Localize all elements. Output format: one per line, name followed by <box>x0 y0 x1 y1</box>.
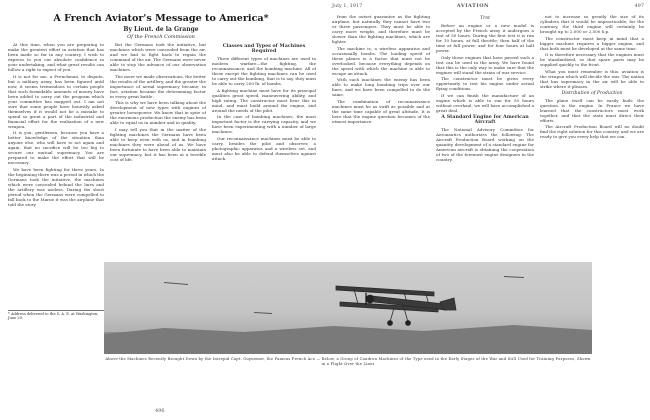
paragraph: At this time, when you are preparing to make the greatest effort in aviation that has been made so far in any country, I wish to express to you our absolute confidence in your undertaking, and what great results can follow a right to expect of you. <box>8 42 104 72</box>
biplane-icon <box>336 286 456 326</box>
section-heading: Trot <box>480 16 490 21</box>
paragraph: from the outset guarantee as the fighting airplane, but naturally they cannot have two or three passengers. They must be able to carry more weight, and therefore must be slower than the fighting machines, which are lighter. <box>332 14 430 44</box>
paragraph: not to increase so greatly the size of its cylinders that it would be impracticable; for the contrary, the third engine will certainly be brought up to 2,000 or 2,500 h.p. <box>540 14 644 34</box>
article-affiliation: Of the French Commission <box>127 34 195 40</box>
paragraph: With such machines the enemy has been able to make long bombing trips over our lines, and we have been compelled to do the same. <box>332 77 430 98</box>
right-column-2 <box>436 14 534 258</box>
paragraph: Three different types of machines are used in modern warfare—the fighting, the reconnaissance, and the bombing machine. All of these except the fighting machines can be used to carry out the bombing, that is to say, they must be able to carry 200 lb. of bombs. <box>212 56 316 86</box>
paragraph: Before an engine or a new model is accepted by the French army it undergoes a test of 50 hours. During the first test it is run for 10 hours, at full throttle; then half of the time at full power, and for four hours at half power. <box>436 23 534 53</box>
photo-caption: Above the Machines Recently Brought Down by the Intrepid Capt. Guynemer, the Famous French Ace — Below, a Group of Caudron Machines of the Type used in the Early Stages of the War and Still Used for Training Purposes, Shown in a Flight Over the Lines <box>105 357 591 366</box>
section-heading: A Standard Engine for American Aircraft <box>441 113 529 125</box>
magazine-name: AVIATION <box>456 3 490 9</box>
biplane-photo <box>104 262 592 354</box>
paragraph: But the Germans took the initiative, but machines which were concealed from the air, and we had to fight back to regain the command of the air. The Germans were never able to stop the advance of our observation machines. <box>110 42 206 72</box>
paragraph: A fighting machine must have for its principal qualities great speed, maneuvering ability, and high rating. The constructor must bear this in mind, and must build around the engine, and around the needs of the pilot. <box>212 87 316 113</box>
running-head <box>332 3 644 12</box>
distant-planes-icon <box>164 276 524 314</box>
left-column-2 <box>110 42 206 258</box>
paragraph: It is you, gentlemen, because you have a better knowledge of the situation than anyone else, who will have to act again and again, that no sacrifice will be too big to secure our mutual supremacy. You are prepared to make the effort that will be necessary. <box>8 130 104 166</box>
paragraph: We have been fighting for three years. In the beginning there was a period in which the Germans took the initiative, the machines which were concealed behind the lines and the artillery was useless. During the short period when the Germans were compelled to fall back to the Marne it was the airplane that told the story. <box>8 166 104 207</box>
paragraph: The National Advisory Committee for Aeronautics authorizes the following: The Aircraft Production Board working on the quantity development of a standard engine for American aircraft is obtaining the cooperation of two of the foremost engine designers in the country. <box>436 126 534 162</box>
paragraph: I may tell you that in the matter of the fighting machines the Germans have been able to keep even with us, and in bombing machines they were ahead of us. We have been fortunate to have been able to maintain our supremacy, but it has been at a terrible cost of life. <box>110 126 206 162</box>
page-number-left: 496 <box>155 408 165 414</box>
paragraph: The constructor must keep in mind that a bigger machine requires a bigger engine, and that both must be developed at the same time. <box>540 35 644 51</box>
biplane-illustration <box>104 262 592 354</box>
left-column-1 <box>8 42 104 308</box>
paragraph: The constructor must be given every opportunity to test his engine under actual flying conditions. <box>436 76 534 92</box>
paragraph: It is therefore necessary that the engines must be standardized, so that spare parts may be supplied quickly to the front. <box>540 52 644 68</box>
left-column-3 <box>212 42 316 258</box>
footnote: * Address delivered to the S. A. E. at Washington, June 29. <box>8 310 104 321</box>
paragraph: The more we made observations, the better the results of the artillery, and the greater the importance of aerial supremacy became; in fact, aviation became the determining factor in every great battle. <box>110 73 206 99</box>
article-title: A French Aviator's Message to America* <box>53 13 269 24</box>
paragraph: In the case of bombing machines, the most important factor is the carrying capacity, and we have been experimenting with a number of large machines. <box>212 114 316 135</box>
right-column-1 <box>332 14 430 258</box>
paragraph: The plane itself can be easily built: the question is the engine. In France we have learned that the constructors must work together, and that the state must direct their efforts. <box>540 97 644 123</box>
paragraph: If we can finish the manufacture of an engine which is able to run for 50 hours without overhaul, we will have accomplished a great deal. <box>436 92 534 113</box>
paragraph: The machine is, a wireless apparatus and occasionally bombs. The loading speed of these planes is a factor that must not be overlooked, because everything depends on the speed with which the machine is able to escape an attack. <box>332 45 430 76</box>
paragraph: What you must remember is this: aviation is the weapon which will decide the war. The nation that has supremacy in the air will be able to strike where it pleases. <box>540 68 644 89</box>
paragraph: This is why we have been talking about the development of new types with engines of greater horsepower. We know that in spite of the enormous production the enemy has been able to equal us in number and in quality. <box>110 100 206 126</box>
paragraph: It is not for me, a Frenchman, to dispute, but a military army, has been figured until now, it seems tremendous to certain people that such formidable amounts of money have been added to carry out the program which your committee has mapped out. I am not sure that some people have honestly asked themselves if it would not be a mistake to spend so great a part of the industrial and financial effort for the realization of a new weapon. <box>8 73 104 129</box>
section-heading: Classes and Types of Machines Required <box>222 43 306 54</box>
paragraph: The Aircraft Production Board will no doubt find the right solution for this country, and we are ready to give you every help that we can. <box>540 124 644 140</box>
paragraph: Our reconnaissance machines must be able to carry, besides the pilot and observer, a photographic apparatus and a wireless set, and must also be able to defend themselves against attack. <box>212 135 316 161</box>
issue-date: July 1, 1917 <box>332 3 363 9</box>
article-byline: By Lieut. de la Grange <box>123 26 199 33</box>
page-number-right: 497 <box>634 3 644 9</box>
paragraph: Only those engines that have passed such a test can be used in the army. We have found that this is the only way to make sure that the engines will stand the strain of war service. <box>436 54 534 75</box>
paragraph: The combination of reconnaissance machines must be as swift as possible and at the same time capable of great altitude. It is here that the engine question becomes of the utmost importance. <box>332 98 430 124</box>
section-heading: Distribution of Production <box>561 90 623 96</box>
